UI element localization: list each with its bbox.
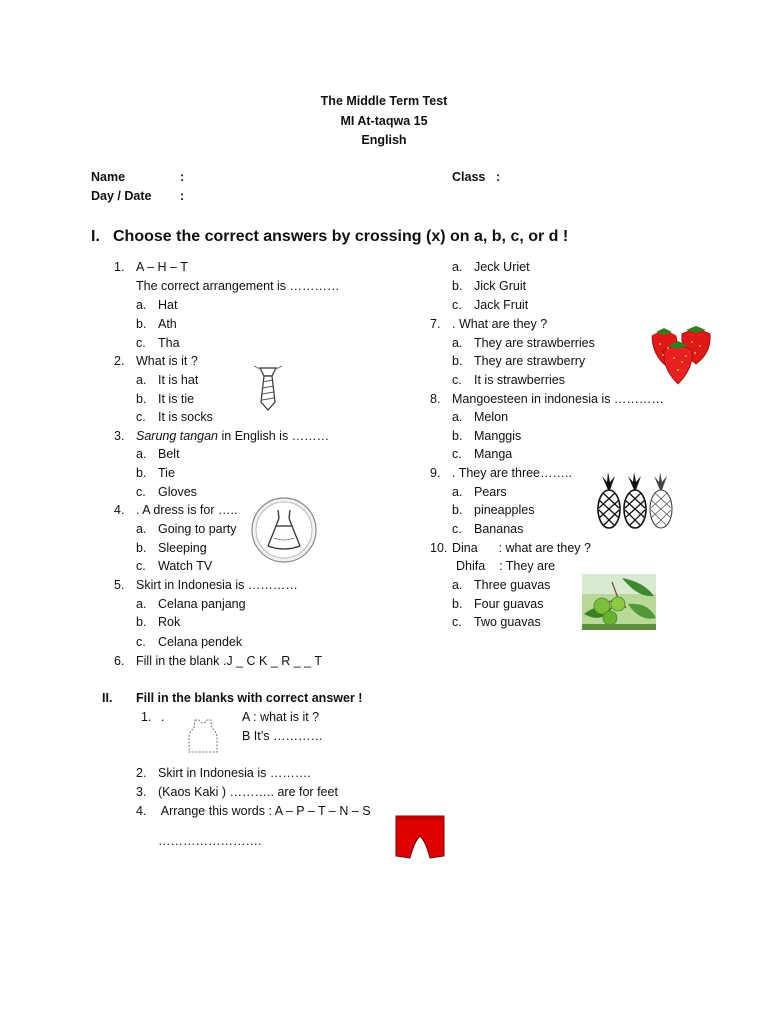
q2-option-b-letter: b. — [136, 392, 147, 406]
q3-text — [136, 429, 329, 444]
class-label: Class — [452, 170, 486, 184]
q6-option-c: Jack Fruit — [474, 298, 529, 312]
q1-text: A – H – T — [136, 260, 188, 274]
q7-option-b-letter: b. — [452, 354, 463, 368]
q3-option-b-letter: b. — [136, 466, 147, 480]
q2-option-c-letter: c. — [136, 410, 146, 424]
tank-top-icon — [186, 718, 220, 754]
q3-number: 3. — [114, 429, 125, 443]
q3-option-a-letter: a. — [136, 447, 147, 461]
section2-numeral: II. — [102, 691, 113, 705]
q9-option-b: pineapples — [474, 503, 535, 517]
q7-option-a-letter: a. — [452, 336, 463, 350]
q3-text-rest: in English is ……… — [218, 429, 330, 443]
q2-option-b: It is tie — [158, 392, 195, 406]
q6-option-b-letter: b. — [452, 279, 463, 293]
s2-item1-number: 1. — [141, 710, 152, 724]
q10-option-a-letter: a. — [452, 578, 463, 592]
q8-option-a: Melon — [474, 410, 509, 424]
q5-option-a: Celana panjang — [158, 597, 246, 611]
strawberries-icon — [648, 322, 714, 388]
q6-option-b: Jick Gruit — [474, 279, 527, 293]
q8-option-b: Manggis — [474, 429, 522, 443]
s2-item2-number: 2. — [136, 766, 147, 780]
q6-option-a: Jeck Uriet — [474, 260, 530, 274]
q4-option-a-letter: a. — [136, 522, 147, 536]
s2-item4-text: Arrange this words : A – P – T – N – S — [158, 804, 371, 818]
pineapples-icon — [594, 472, 676, 530]
dress-icon — [250, 496, 318, 564]
s2-item3-number: 3. — [136, 785, 147, 799]
q4-option-c: Watch TV — [158, 559, 213, 573]
section2-title: Fill in the blanks with correct answer ! — [136, 691, 363, 705]
q3-option-b: Tie — [158, 466, 175, 480]
q1-option-b: Ath — [158, 317, 177, 331]
q4-option-c-letter: c. — [136, 559, 146, 573]
s2-item1-dot: . — [161, 710, 165, 724]
s2-item2-text: Skirt in Indonesia is ………. — [158, 766, 311, 780]
q10-line1: Dina : what are they ? — [452, 541, 591, 555]
q5-number: 5. — [114, 578, 125, 592]
q7-option-c: It is strawberries — [474, 373, 565, 387]
s2-item1-answer: B It’s ………… — [242, 729, 324, 743]
s2-item1-question: A : what is it ? — [242, 710, 320, 724]
q2-option-a-letter: a. — [136, 373, 147, 387]
q6-text: Fill in the blank .J _ C K _ R _ _ T — [136, 654, 322, 668]
q4-text: . A dress is for ….. — [136, 503, 238, 517]
s2-item3-text: (Kaos Kaki ) ……….. are for feet — [158, 785, 338, 799]
q4-number: 4. — [114, 503, 125, 517]
tie-icon — [250, 364, 286, 412]
section1-numeral: I. — [91, 228, 100, 245]
q3-text-italic: Sarung tangan — [136, 429, 219, 443]
date-label: Day / Date — [91, 189, 152, 203]
name-label: Name — [91, 170, 126, 184]
class-colon: : — [496, 170, 501, 184]
q8-option-c-letter: c. — [452, 447, 462, 461]
q5-text: Skirt in Indonesia is ………… — [136, 578, 298, 592]
q7-option-a: They are strawberries — [474, 336, 595, 350]
q2-number: 2. — [114, 354, 125, 368]
q9-option-c: Bananas — [474, 522, 524, 536]
section1-title: Choose the correct answers by crossing (x) on a, b, c, or d ! — [113, 228, 569, 245]
date-colon: : — [180, 189, 185, 203]
test-title: The Middle Term Test — [320, 94, 448, 108]
school-name: MI At-taqwa 15 — [340, 114, 428, 128]
q2-text: What is it ? — [136, 354, 198, 368]
q3-option-a: Belt — [158, 447, 180, 461]
q8-text: Mangoesteen in indonesia is ………… — [452, 392, 664, 406]
q10-option-c-letter: c. — [452, 615, 462, 629]
q7-option-b: They are strawberry — [474, 354, 586, 368]
q1-text2: The correct arrangement is ………… — [136, 279, 340, 293]
pants-icon — [394, 814, 446, 860]
q1-number: 1. — [114, 260, 125, 274]
q10-option-c: Two guavas — [474, 615, 541, 629]
q1-option-c: Tha — [158, 336, 180, 350]
q1-option-a: Hat — [158, 298, 178, 312]
q8-option-a-letter: a. — [452, 410, 463, 424]
q8-option-b-letter: b. — [452, 429, 463, 443]
q7-text: . What are they ? — [452, 317, 548, 331]
q9-option-a-letter: a. — [452, 485, 463, 499]
q5-option-c-letter: c. — [136, 635, 146, 649]
q5-option-b-letter: b. — [136, 615, 147, 629]
q4-option-b-letter: b. — [136, 541, 147, 555]
q7-option-c-letter: c. — [452, 373, 462, 387]
q9-option-b-letter: b. — [452, 503, 463, 517]
s2-item4-number: 4. — [136, 804, 147, 818]
q9-option-c-letter: c. — [452, 522, 462, 536]
q8-number: 8. — [430, 392, 441, 406]
q10-number: 10. — [430, 541, 448, 555]
q10-option-b: Four guavas — [474, 597, 544, 611]
q7-number: 7. — [430, 317, 441, 331]
q6-option-c-letter: c. — [452, 298, 462, 312]
s2-answer-line: ……………………. — [158, 834, 262, 848]
q8-option-c: Manga — [474, 447, 513, 461]
q2-option-a: It is hat — [158, 373, 199, 387]
q3-option-c: Gloves — [158, 485, 197, 499]
q1-option-a-letter: a. — [136, 298, 147, 312]
q6-option-a-letter: a. — [452, 260, 463, 274]
guavas-photo-icon — [582, 574, 656, 630]
q4-option-a: Going to party — [158, 522, 237, 536]
q5-option-b: Rok — [158, 615, 181, 629]
q9-option-a: Pears — [474, 485, 507, 499]
q9-number: 9. — [430, 466, 441, 480]
subject-name: English — [361, 133, 407, 147]
q5-option-c: Celana pendek — [158, 635, 243, 649]
q10-option-a: Three guavas — [474, 578, 551, 592]
q2-option-c: It is socks — [158, 410, 213, 424]
q5-option-a-letter: a. — [136, 597, 147, 611]
q10-option-b-letter: b. — [452, 597, 463, 611]
name-colon: : — [180, 170, 185, 184]
q3-option-c-letter: c. — [136, 485, 146, 499]
q1-option-c-letter: c. — [136, 336, 146, 350]
q6-number: 6. — [114, 654, 125, 668]
q10-line2: Dhifa : They are — [456, 559, 556, 573]
q4-option-b: Sleeping — [158, 541, 207, 555]
q9-text: . They are three…….. — [452, 466, 572, 480]
q1-option-b-letter: b. — [136, 317, 147, 331]
